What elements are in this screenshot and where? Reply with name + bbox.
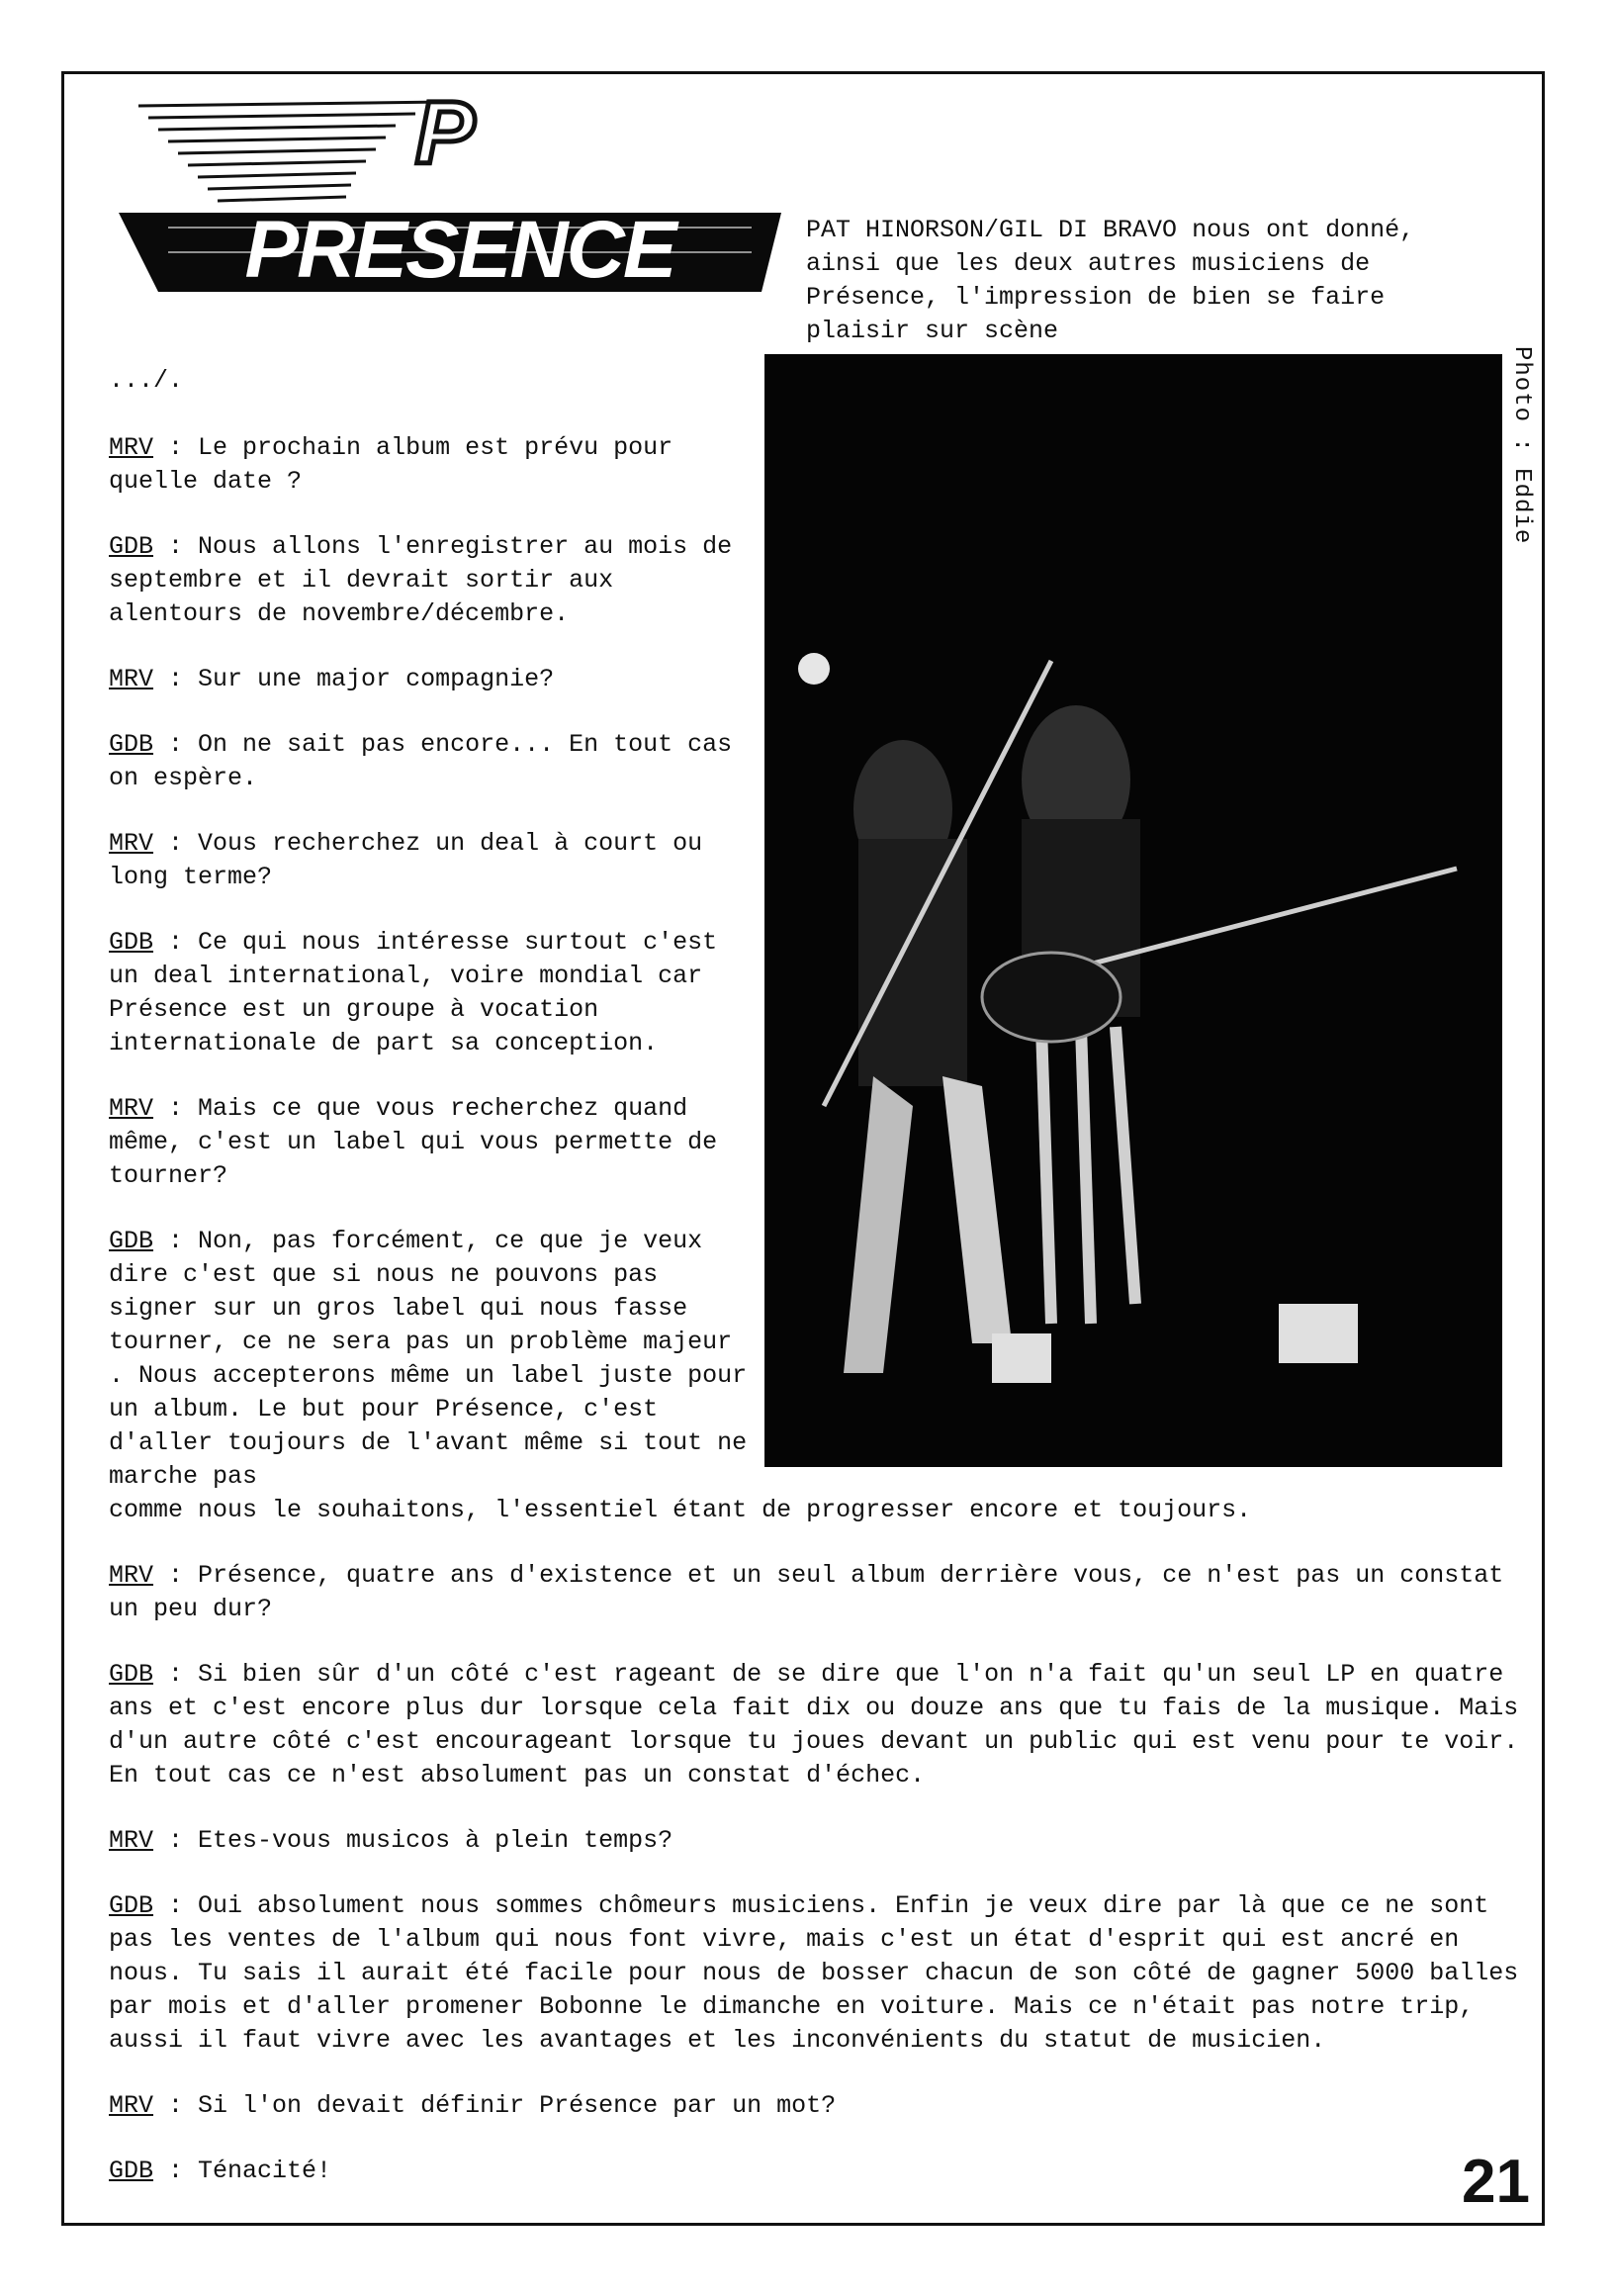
continuation-marker: .../.: [109, 366, 184, 395]
speaker-tag: GDB: [109, 2157, 154, 2185]
logo-initial: P: [414, 94, 476, 183]
interview-answer: GDB : Oui absolument nous sommes chômeurs musiciens. Enfin je veux dire par là que ce ne sont pas les ventes de l'album qui nous font vivre, mais c'est un état d'esprit qui est ancré en nous. Tu sais il aurait été facile pour nous de bosser chacun de son côté de gagner 5000 balles par mois et d'aller promener Bobonne le dimanche en voiture. Mais ce n'était pas notre trip, aussi il faut vivre avec les avantages et les inconvénients du statut de musicien.: [109, 1891, 1519, 2055]
speaker-tag: MRV: [109, 829, 154, 858]
speaker-tag: MRV: [109, 1826, 154, 1855]
speaker-tag: GDB: [109, 1891, 154, 1920]
speaker-tag: MRV: [109, 433, 154, 462]
interview-answer: GDB : Nous allons l'enregistrer au mois de septembre et il devrait sortir aux alentours de novembre/décembre.: [109, 532, 733, 628]
interview-fullwidth: [109, 1494, 1533, 2220]
concert-photo: [764, 354, 1502, 1467]
interview-column: [109, 364, 752, 1494]
interview-answer: GDB : Ténacité!: [109, 2157, 332, 2185]
interview-question: MRV : Mais ce que vous recherchez quand même, c'est un label qui vous permette de tourner?: [109, 1094, 718, 1190]
speaker-tag: GDB: [109, 730, 154, 759]
speaker-tag: MRV: [109, 665, 154, 693]
interview-answer: GDB : Ce qui nous intéresse surtout c'est un deal international, voire mondial car Présence est un groupe à vocation internationale de part sa conception.: [109, 928, 718, 1057]
speaker-tag: GDB: [109, 1660, 154, 1689]
interview-question: MRV : Présence, quatre ans d'existence et un seul album derrière vous, ce n'est pas un constat un peu dur?: [109, 1561, 1504, 1623]
photo-caption: PAT HINORSON/GIL DI BRAVO nous ont donné, ainsi que les deux autres musiciens de Présence, l'impression de bien se faire plaisir sur scène: [806, 216, 1415, 345]
speaker-tag: MRV: [109, 1094, 154, 1123]
speaker-tag: MRV: [109, 1561, 154, 1590]
interview-question: MRV : Sur une major compagnie?: [109, 665, 555, 693]
speaker-tag: GDB: [109, 532, 154, 561]
logo-wordmark: PRESENCE: [244, 205, 675, 295]
interview-answer: GDB : On ne sait pas encore... En tout cas on espère.: [109, 730, 733, 792]
interview-answer: GDB : Si bien sûr d'un côté c'est rageant de se dire que l'on n'a fait qu'un seul LP en quatre ans et c'est encore plus dur lorsque cela fait dix ou douze ans que tu fais de la musique. Mais d'un autre côté c'est encourageant lorsque tu joues devant un public qui est venu pour te voir. En tout cas ce n'est absolument pas un constat d'échec.: [109, 1660, 1519, 1790]
photo-credit: Photo : Eddie: [1508, 346, 1535, 545]
interview-answer: GDB : Non, pas forcément, ce que je veux dire c'est que si nous ne pouvons pas signer sur un gros label qui nous fasse tourner, ce ne sera pas un problème majeur . Nous accepterons même un label juste pour un album. Le but pour Présence, c'est d'aller toujours de l'avant même si tout ne marche pas: [109, 1227, 748, 1491]
speaker-tag: GDB: [109, 1227, 154, 1255]
interview-question: MRV : Etes-vous musicos à plein temps?: [109, 1826, 673, 1855]
presence-logo: [119, 94, 781, 317]
speaker-tag: GDB: [109, 928, 154, 957]
interview-question: MRV : Le prochain album est prévu pour quelle date ?: [109, 433, 673, 496]
interview-question: MRV : Si l'on devait définir Présence par un mot?: [109, 2091, 837, 2120]
page-number: 21: [1462, 2148, 1530, 2216]
interview-question: MRV : Vous recherchez un deal à court ou long terme?: [109, 829, 703, 891]
speaker-tag: MRV: [109, 2091, 154, 2120]
interview-answer-continued: comme nous le souhaitons, l'essentiel étant de progresser encore et toujours.: [109, 1496, 1252, 1524]
